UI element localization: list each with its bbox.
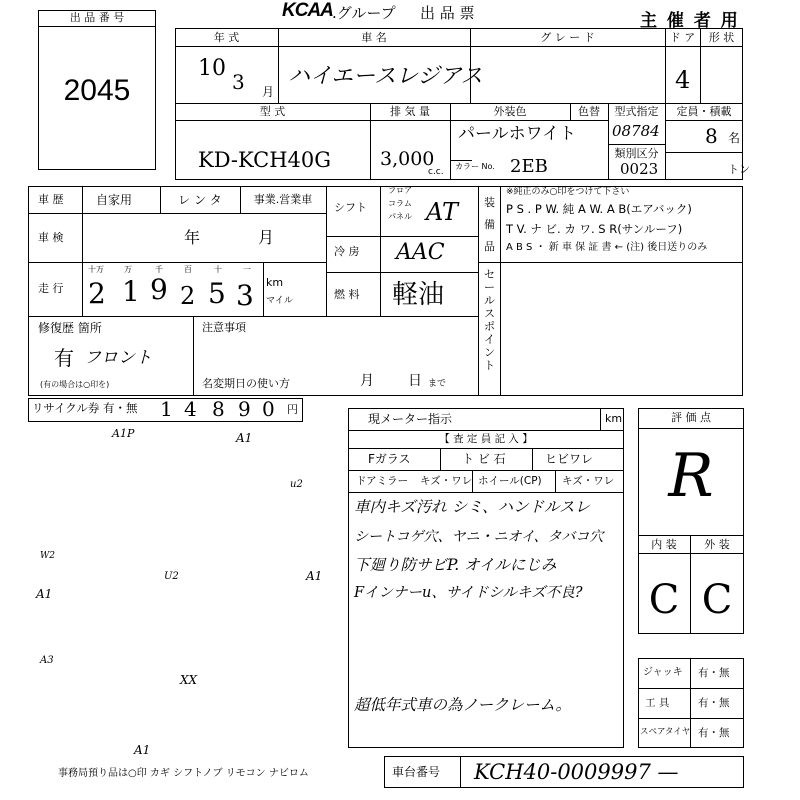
mileage-unit-1: 十万 xyxy=(88,265,104,274)
group-title: .グループ xyxy=(332,4,396,22)
class-number: 0023 xyxy=(620,160,659,178)
ton-unit: トン xyxy=(728,163,750,176)
equip-label: 装 備 品 xyxy=(484,196,495,253)
repair-has: 有 xyxy=(54,346,74,370)
repair-label: 修復歴 箇所 xyxy=(38,321,102,335)
mileage-unit-6: 一 xyxy=(243,265,251,274)
shaken-year: 年 xyxy=(184,228,201,247)
ac-value: AAC xyxy=(396,240,445,265)
lot-number: 2045 xyxy=(63,74,131,107)
mileage-digit-4: 2 xyxy=(180,282,196,310)
inspector-note-bottom: 超低年式車の為ノークレーム。 xyxy=(354,696,572,714)
mark-a3: A3 xyxy=(40,655,54,666)
history-label: 車 歴 xyxy=(38,193,64,206)
fuel-label: 燃 料 xyxy=(334,288,360,301)
shaken-label: 車 検 xyxy=(38,231,64,244)
exterior-color: パールホワイト xyxy=(458,124,577,144)
transfer-day: 日 xyxy=(408,373,422,389)
inspector-header: 【 査 定 員 記 入 】 xyxy=(439,433,533,445)
interior-score: C xyxy=(648,577,680,623)
mile-label: マイル xyxy=(266,296,293,306)
glass-label: Fガラス xyxy=(368,452,411,466)
inspector-note-2: シートコゲ穴、ヤニ・ニオイ、タバコ穴 xyxy=(354,529,604,545)
equip-note: ※純正のみ○印をつけて下さい xyxy=(506,187,630,197)
year-label: 年 式 xyxy=(213,31,240,44)
mark-a1p: A1P xyxy=(112,427,135,440)
recycle-digit-4: 9 xyxy=(238,397,251,421)
sales-point-label: セールスポイント xyxy=(484,268,495,372)
doors-value: 4 xyxy=(675,66,691,94)
color-no-label: カラー No. xyxy=(455,162,495,171)
recycle-digit-5: 0 xyxy=(262,397,275,421)
person-unit: 名 xyxy=(728,131,741,145)
km-label: km xyxy=(266,276,284,289)
mark-a1-bottom: A1 xyxy=(134,743,151,757)
cc-unit: c.c. xyxy=(428,167,444,177)
jack-value: 有・無 xyxy=(698,667,730,679)
hibi-label: ヒビワレ xyxy=(545,452,594,466)
recycle-digit-1: 1 xyxy=(160,397,173,421)
shift-value: AT xyxy=(426,198,459,226)
score-value: R xyxy=(668,441,714,511)
shift-label: シフト xyxy=(334,201,367,214)
history-rental: レ ン タ xyxy=(178,193,222,207)
displacement-value: 3,000 xyxy=(380,148,435,170)
mirror-label: ドアミラー xyxy=(356,475,409,487)
spare-value: 有・無 xyxy=(698,727,730,739)
wheel-label: ホイール(CP) xyxy=(478,475,542,487)
interior-label: 内 装 xyxy=(651,538,677,551)
capacity-value: 8 xyxy=(705,124,718,148)
inspector-note-1: 車内キズ汚れ シミ、ハンドルスレ xyxy=(354,498,591,516)
mileage-digit-5: 5 xyxy=(208,277,226,310)
spare-label: スペアタイヤ xyxy=(640,727,691,737)
history-private: 自家用 xyxy=(96,193,133,207)
body-label: 形 状 xyxy=(708,31,735,44)
mark-a1-right: A1 xyxy=(306,569,323,583)
capacity-label: 定員・積載 xyxy=(676,105,732,118)
shift-floor: フロア xyxy=(388,186,412,195)
mark-a1-left: A1 xyxy=(36,587,53,601)
recycle-digit-3: 8 xyxy=(212,397,225,421)
model-label: 型 式 xyxy=(259,105,286,118)
mirror-value: キズ・ワレ xyxy=(420,475,473,487)
displacement-label: 排 気 量 xyxy=(390,105,430,118)
meter-label: 現メーター指示 xyxy=(368,412,453,426)
mark-u2-center: U2 xyxy=(164,571,179,582)
equip-line-2: T V. ナ ビ. カ ワ. S R(サンルーフ) xyxy=(506,222,683,236)
exterior-score: C xyxy=(701,577,733,623)
shift-panel: パネル xyxy=(388,212,412,221)
recycle-yen: 円 xyxy=(287,403,298,416)
shaken-month: 月 xyxy=(258,228,275,247)
tool-value: 有・無 xyxy=(698,697,730,709)
mileage-digit-3: 9 xyxy=(150,273,168,306)
history-business: 事業.営業車 xyxy=(253,193,313,206)
mileage-digit-2: 1 xyxy=(122,275,140,308)
type-designation-label: 型式指定 xyxy=(614,105,659,118)
mark-xx: XX xyxy=(180,673,198,687)
jack-label: ジャッキ xyxy=(643,667,683,678)
equip-line-1: P S . P W. 純 A W. A B(エアバック) xyxy=(506,202,692,216)
recycle-label: リサイクル券 有・無 xyxy=(32,401,138,415)
year-month: 3 xyxy=(232,70,245,94)
mark-u2-right: u2 xyxy=(290,479,303,490)
score-label: 評 価 点 xyxy=(671,411,711,424)
sheet-title: 出 品 票 xyxy=(420,4,475,22)
mileage-unit-4: 百 xyxy=(184,265,192,274)
transfer-label: 名変期日の使い方 xyxy=(202,377,290,390)
year-month-unit: 月 xyxy=(262,85,275,99)
organizer-label: 主 催 者 用 xyxy=(640,11,740,31)
shift-column: コラム xyxy=(388,199,412,208)
inspector-note-3: 下廻り防サビP. オイルにじみ xyxy=(354,556,557,574)
repaint-label: 色替 xyxy=(578,105,600,118)
model-code: KD-KCH40G xyxy=(198,148,332,172)
repair-note: (有の場合は○印を) xyxy=(40,380,110,389)
transfer-month: 月 xyxy=(360,373,374,389)
mileage-label: 走 行 xyxy=(38,282,64,295)
kcaa-logo: KCAA xyxy=(282,0,333,21)
repair-detail: フロント xyxy=(84,348,152,368)
tobi-label: ト ビ 石 xyxy=(462,452,506,466)
inspector-note-4: Fインナーu、サイドシルキズ不良? xyxy=(354,585,583,601)
chassis-label: 車台番号 xyxy=(392,765,441,779)
tool-label: 工 具 xyxy=(645,697,670,709)
keys-note: 事務局預り品は○印 カギ シフトノブ リモコン ナビロム xyxy=(58,768,309,779)
type-designation: 08784 xyxy=(612,122,660,140)
mileage-digit-6: 3 xyxy=(236,279,254,312)
car-name-label: 車 名 xyxy=(361,31,387,44)
wheel-value: キズ・ワレ xyxy=(562,475,615,487)
meter-km: km xyxy=(605,412,623,425)
lot-number-label: 出 品 番 号 xyxy=(69,11,125,24)
class-label: 類別区分 xyxy=(614,147,659,160)
mileage-digit-1: 2 xyxy=(88,277,106,310)
mileage-unit-5: 十 xyxy=(214,265,222,274)
exterior-label: 外 装 xyxy=(704,538,730,551)
notes-label: 注意事項 xyxy=(202,321,246,334)
ac-label: 冷 房 xyxy=(334,245,360,258)
car-name: ハイエースレジアス xyxy=(288,64,483,89)
fuel-value: 軽油 xyxy=(392,280,445,310)
grade-label: グ レ ー ド xyxy=(540,31,595,44)
mark-w2-left: W2 xyxy=(40,551,55,561)
mileage-unit-2: 万 xyxy=(124,265,132,274)
equip-line-3: A B S ・ 新 車 保 証 書 ← (注) 後日送りのみ xyxy=(506,242,708,253)
mark-a1-top: A1 xyxy=(236,431,253,445)
transfer-until: まで xyxy=(428,379,447,389)
exterior-color-label: 外装色 xyxy=(493,105,527,118)
mileage-unit-3: 千 xyxy=(155,265,163,274)
color-code: 2EB xyxy=(510,156,548,177)
chassis-number: KCH40-0009997 — xyxy=(474,760,679,784)
doors-label: ド ア xyxy=(669,31,696,44)
recycle-digit-2: 4 xyxy=(184,397,197,421)
year-era: 10 xyxy=(198,56,226,81)
